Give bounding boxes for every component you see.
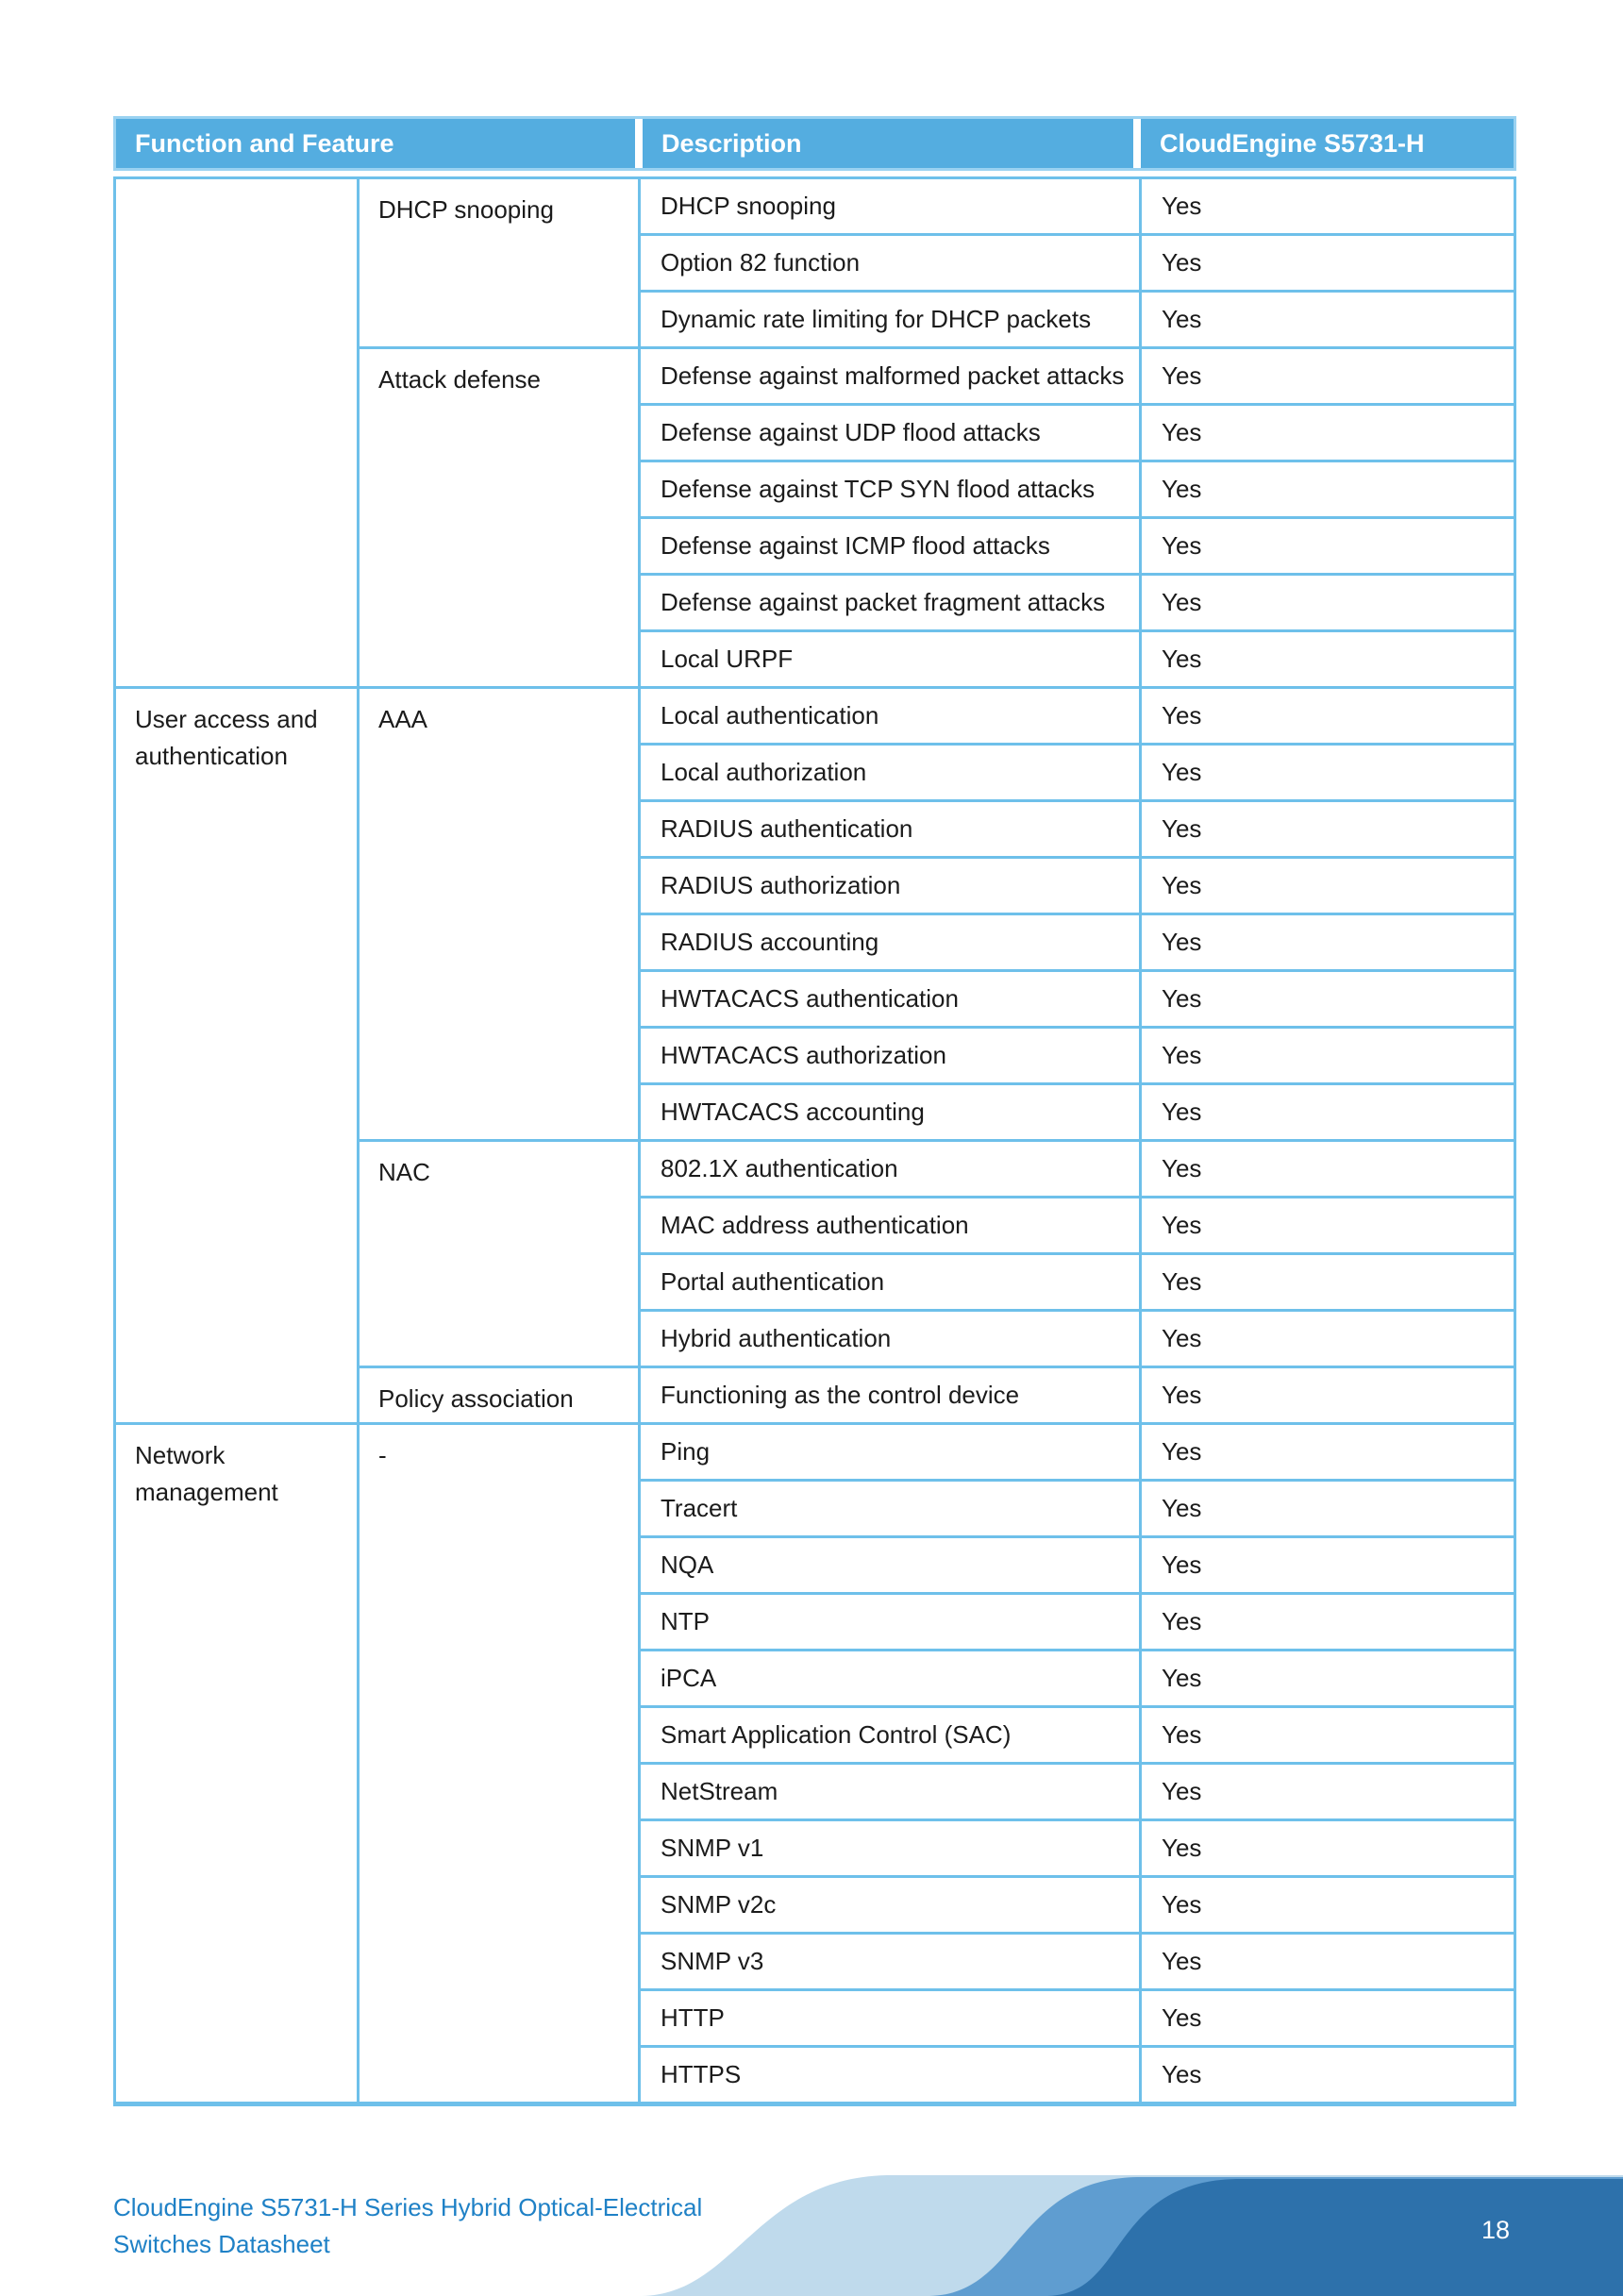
description-cell: NTP (641, 1595, 1139, 1649)
feature-category-cell: Network management (116, 1425, 357, 2102)
description-cell: Local authentication (641, 689, 1139, 743)
support-value-cell: Yes (1142, 972, 1514, 1026)
support-value-cell: Yes (1142, 859, 1514, 913)
description-cell: Tracert (641, 1482, 1139, 1535)
header-cloudengine-s5731-h: CloudEngine S5731-H (1141, 119, 1514, 168)
description-cell: HTTPS (641, 2048, 1139, 2102)
feature-subcategory-cell: Policy association (360, 1368, 638, 1422)
description-cell: Defense against TCP SYN flood attacks (641, 462, 1139, 516)
description-cell: Option 82 function (641, 236, 1139, 290)
support-value-cell: Yes (1142, 1991, 1514, 2045)
support-value-cell: Yes (1142, 236, 1514, 290)
support-value-cell: Yes (1142, 802, 1514, 856)
support-value-cell: Yes (1142, 689, 1514, 743)
header-cell-divider (635, 119, 643, 168)
description-cell: Defense against packet fragment attacks (641, 576, 1139, 629)
description-cell: Dynamic rate limiting for DHCP packets (641, 293, 1139, 346)
description-cell: Ping (641, 1425, 1139, 1479)
support-value-cell: Yes (1142, 1538, 1514, 1592)
description-cell: SNMP v2c (641, 1878, 1139, 1932)
description-cell: HWTACACS authorization (641, 1029, 1139, 1082)
description-cell: Hybrid authentication (641, 1312, 1139, 1366)
support-value-cell: Yes (1142, 915, 1514, 969)
support-value-cell: Yes (1142, 2048, 1514, 2102)
feature-subcategory-cell: - (360, 1425, 638, 2102)
description-cell: Functioning as the control device (641, 1368, 1139, 1422)
support-value-cell: Yes (1142, 1878, 1514, 1932)
footer-title-line2: Switches Datasheet (113, 2230, 330, 2258)
support-value-cell: Yes (1142, 293, 1514, 346)
description-cell: HWTACACS authentication (641, 972, 1139, 1026)
support-value-cell: Yes (1142, 349, 1514, 403)
support-value-cell: Yes (1142, 1255, 1514, 1309)
description-cell: HWTACACS accounting (641, 1085, 1139, 1139)
support-value-cell: Yes (1142, 1765, 1514, 1818)
table-header-row (113, 116, 1516, 171)
feature-subcategory-cell: Attack defense (360, 349, 638, 686)
support-value-cell: Yes (1142, 746, 1514, 799)
footer-title-line1: CloudEngine S5731-H Series Hybrid Optical-Electrical (113, 2193, 703, 2221)
support-value-cell: Yes (1142, 1708, 1514, 1762)
support-value-cell: Yes (1142, 1029, 1514, 1082)
description-cell: RADIUS authentication (641, 802, 1139, 856)
support-value-cell: Yes (1142, 1482, 1514, 1535)
description-cell: 802.1X authentication (641, 1142, 1139, 1196)
support-value-cell: Yes (1142, 576, 1514, 629)
support-value-cell: Yes (1142, 406, 1514, 460)
page-number: 18 (1481, 2216, 1511, 2244)
footer-document-title (113, 2189, 702, 2263)
support-value-cell: Yes (1142, 519, 1514, 573)
description-cell: NQA (641, 1538, 1139, 1592)
description-cell: RADIUS authorization (641, 859, 1139, 913)
description-cell: DHCP snooping (641, 179, 1139, 233)
description-cell: Defense against malformed packet attacks (641, 349, 1139, 403)
feature-table-body (113, 176, 1516, 2106)
header-function-and-feature: Function and Feature (116, 119, 635, 168)
support-value-cell: Yes (1142, 462, 1514, 516)
description-cell: NetStream (641, 1765, 1139, 1818)
description-cell: Smart Application Control (SAC) (641, 1708, 1139, 1762)
support-value-cell: Yes (1142, 1312, 1514, 1366)
support-value-cell: Yes (1142, 1935, 1514, 1988)
header-description: Description (643, 119, 1133, 168)
feature-subcategory-cell: NAC (360, 1142, 638, 1366)
description-cell: Defense against UDP flood attacks (641, 406, 1139, 460)
feature-subcategory-cell: AAA (360, 689, 638, 1139)
description-cell: Defense against ICMP flood attacks (641, 519, 1139, 573)
support-value-cell: Yes (1142, 179, 1514, 233)
support-value-cell: Yes (1142, 632, 1514, 686)
description-cell: HTTP (641, 1991, 1139, 2045)
description-cell: iPCA (641, 1651, 1139, 1705)
description-cell: Local URPF (641, 632, 1139, 686)
support-value-cell: Yes (1142, 1821, 1514, 1875)
description-cell: RADIUS accounting (641, 915, 1139, 969)
support-value-cell: Yes (1142, 1595, 1514, 1649)
feature-category-cell-empty (116, 179, 357, 686)
description-cell: Portal authentication (641, 1255, 1139, 1309)
support-value-cell: Yes (1142, 1651, 1514, 1705)
feature-category-cell: User access and authentication (116, 689, 357, 1422)
header-cell-divider (1133, 119, 1141, 168)
description-cell: SNMP v3 (641, 1935, 1139, 1988)
description-cell: MAC address authentication (641, 1198, 1139, 1252)
support-value-cell: Yes (1142, 1368, 1514, 1422)
support-value-cell: Yes (1142, 1198, 1514, 1252)
support-value-cell: Yes (1142, 1425, 1514, 1479)
feature-subcategory-cell: DHCP snooping (360, 179, 638, 346)
description-cell: SNMP v1 (641, 1821, 1139, 1875)
description-cell: Local authorization (641, 746, 1139, 799)
support-value-cell: Yes (1142, 1085, 1514, 1139)
support-value-cell: Yes (1142, 1142, 1514, 1196)
